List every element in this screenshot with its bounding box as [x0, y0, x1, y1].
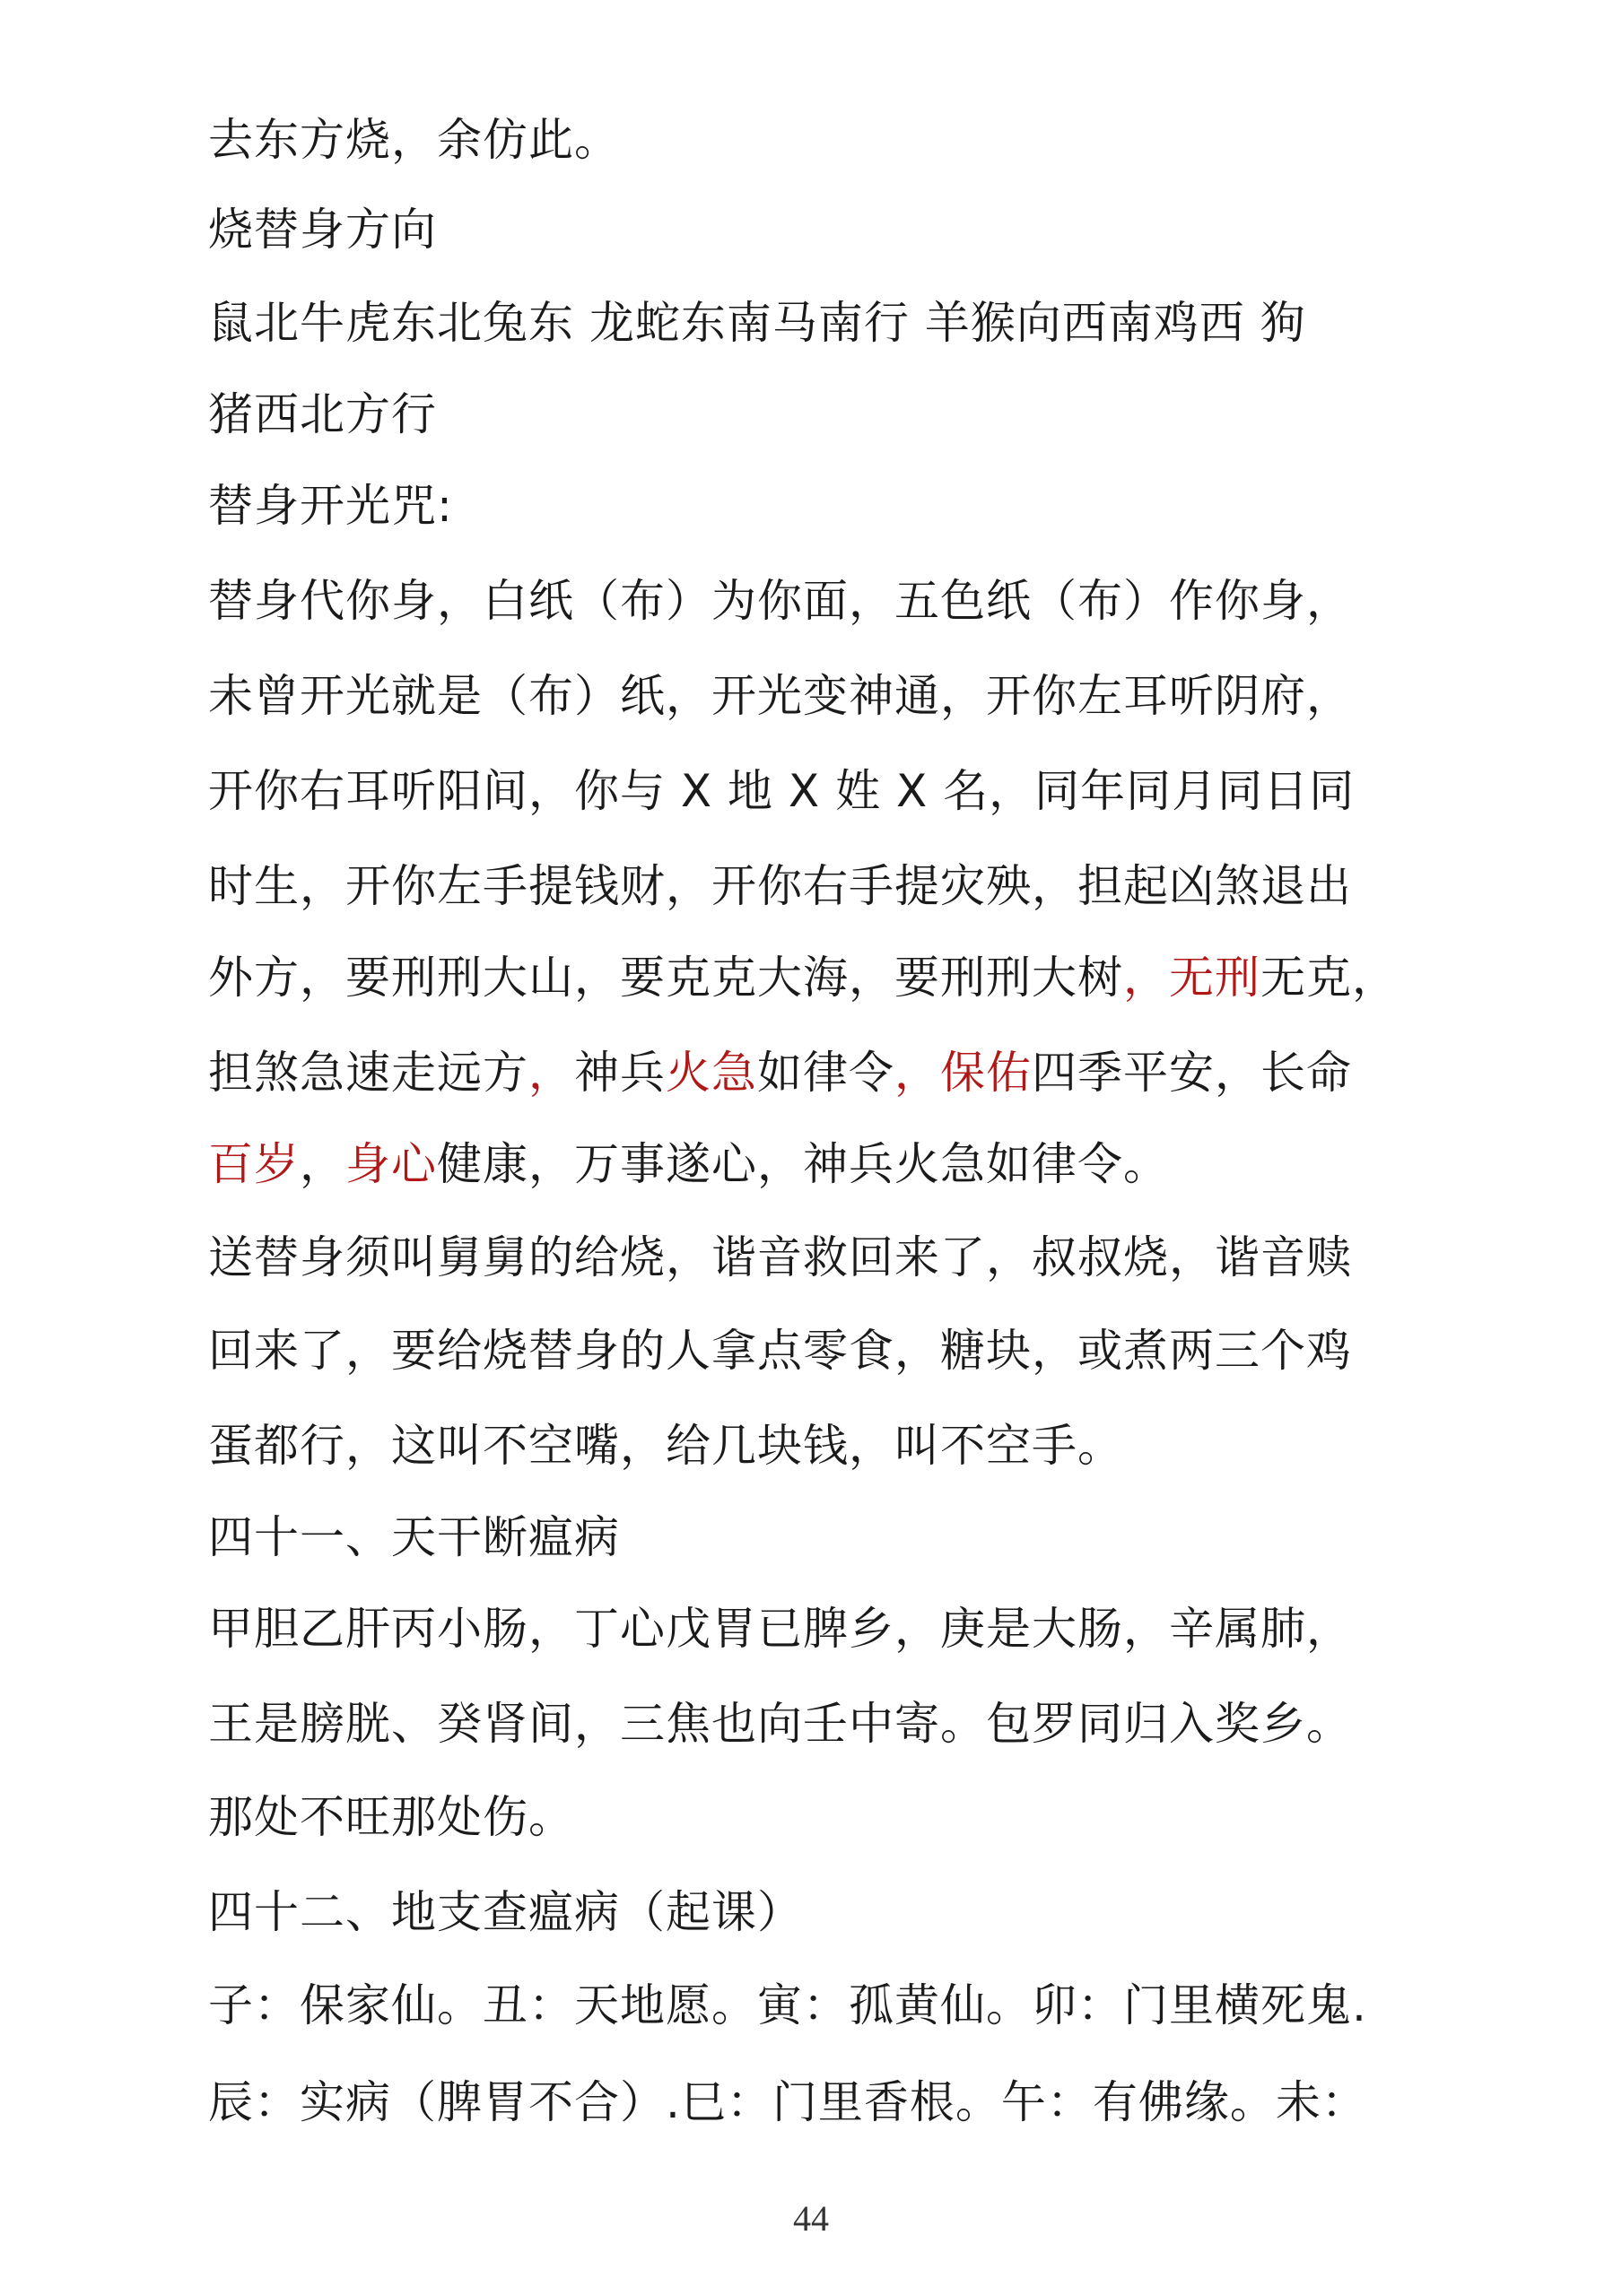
text-segment: 辰：实病（脾胃不合）.巳：门里香根。午：有佛缘。未： [208, 2076, 1367, 2128]
text-segment: 未曾开光就是（布）纸，开光变神通，开你左耳听阴府， [208, 670, 1352, 722]
text-segment: 鼠北牛虎东北兔东 龙蛇东南马南行 羊猴向西南鸡西 狗 [208, 297, 1306, 349]
highlighted-text: 百岁 [208, 1138, 300, 1190]
text-segment: 回来了，要给烧替身的人拿点零食，糖块，或煮两三个鸡 [208, 1325, 1352, 1377]
text-line [208, 1324, 1352, 1378]
text-segment: ， [300, 1138, 345, 1190]
text-line [208, 1046, 1352, 1100]
text-segment: 甲胆乙肝丙小肠，丁心戊胃已脾乡，庚是大肠，辛属肺， [208, 1603, 1352, 1655]
text-segment: 四十一、天干断瘟病 [208, 1511, 620, 1563]
text-line [208, 669, 1352, 723]
text-segment: 烧替身方向 [208, 204, 437, 256]
page-number: 44 [793, 2198, 829, 2239]
text-segment: 替身开光咒: [208, 480, 453, 532]
text-segment: 子：保家仙。丑：天地愿。寅：孤黄仙。卯：门里横死鬼. [208, 1979, 1367, 2031]
text-segment: 替身代你身，白纸（布）为你面，五色纸（布）作你身， [208, 575, 1352, 627]
text-line [208, 2075, 1367, 2129]
text-line [208, 387, 437, 441]
text-line [208, 574, 1352, 628]
text-line [208, 1231, 1352, 1284]
text-segment: 如律令 [757, 1047, 894, 1099]
text-segment: 四季平安，长命 [1032, 1047, 1352, 1099]
text-line [208, 1979, 1367, 2032]
text-line [208, 1419, 1123, 1473]
text-segment: 那处不旺那处伤。 [208, 1791, 574, 1843]
highlighted-text: ，保佑 [894, 1047, 1032, 1099]
text-segment: 猪西北方行 [208, 388, 437, 440]
text-line [208, 1137, 1169, 1191]
text-line [208, 1790, 574, 1844]
text-line [208, 296, 1306, 350]
text-line [208, 764, 1355, 818]
text-line [208, 1885, 803, 1939]
text-segment: 时生，开你左手提钱财，开你右手提灾殃，担起凶煞退出 [208, 860, 1352, 912]
text-line [208, 1510, 620, 1564]
text-line [208, 1602, 1352, 1656]
text-segment: 健康，万事遂心，神兵火急如律令。 [437, 1138, 1169, 1190]
text-line [208, 479, 453, 533]
text-line [208, 951, 1398, 1004]
text-segment: 无克， [1260, 952, 1398, 1004]
highlighted-text: ，无刑 [1123, 952, 1260, 1004]
text-segment: 神兵 [574, 1047, 666, 1099]
text-segment: 王是膀胱、癸肾间，三焦也向壬中寄。包罗同归入奖乡。 [208, 1698, 1352, 1750]
text-segment: 外方，要刑刑大山，要克克大海，要刑刑大树 [208, 952, 1123, 1004]
text-line [208, 113, 620, 167]
highlighted-text: 火急 [666, 1047, 757, 1099]
text-segment: 去东方烧，余仿此。 [208, 114, 620, 166]
text-line [208, 1697, 1352, 1751]
text-line [208, 859, 1352, 913]
highlighted-text: ， [528, 1047, 574, 1099]
text-segment: 四十二、地支查瘟病（起课） [208, 1886, 803, 1938]
highlighted-text: 身心 [345, 1138, 437, 1190]
text-line [208, 203, 437, 257]
text-segment: 送替身须叫舅舅的给烧，谐音救回来了，叔叔烧，谐音赎 [208, 1231, 1352, 1283]
text-segment: 担煞急速走远方 [208, 1047, 528, 1099]
text-segment: 蛋都行，这叫不空嘴，给几块钱，叫不空手。 [208, 1420, 1123, 1472]
text-segment: 开你右耳听阳间，你与 X 地 X 姓 X 名，同年同月同日同 [208, 765, 1356, 817]
